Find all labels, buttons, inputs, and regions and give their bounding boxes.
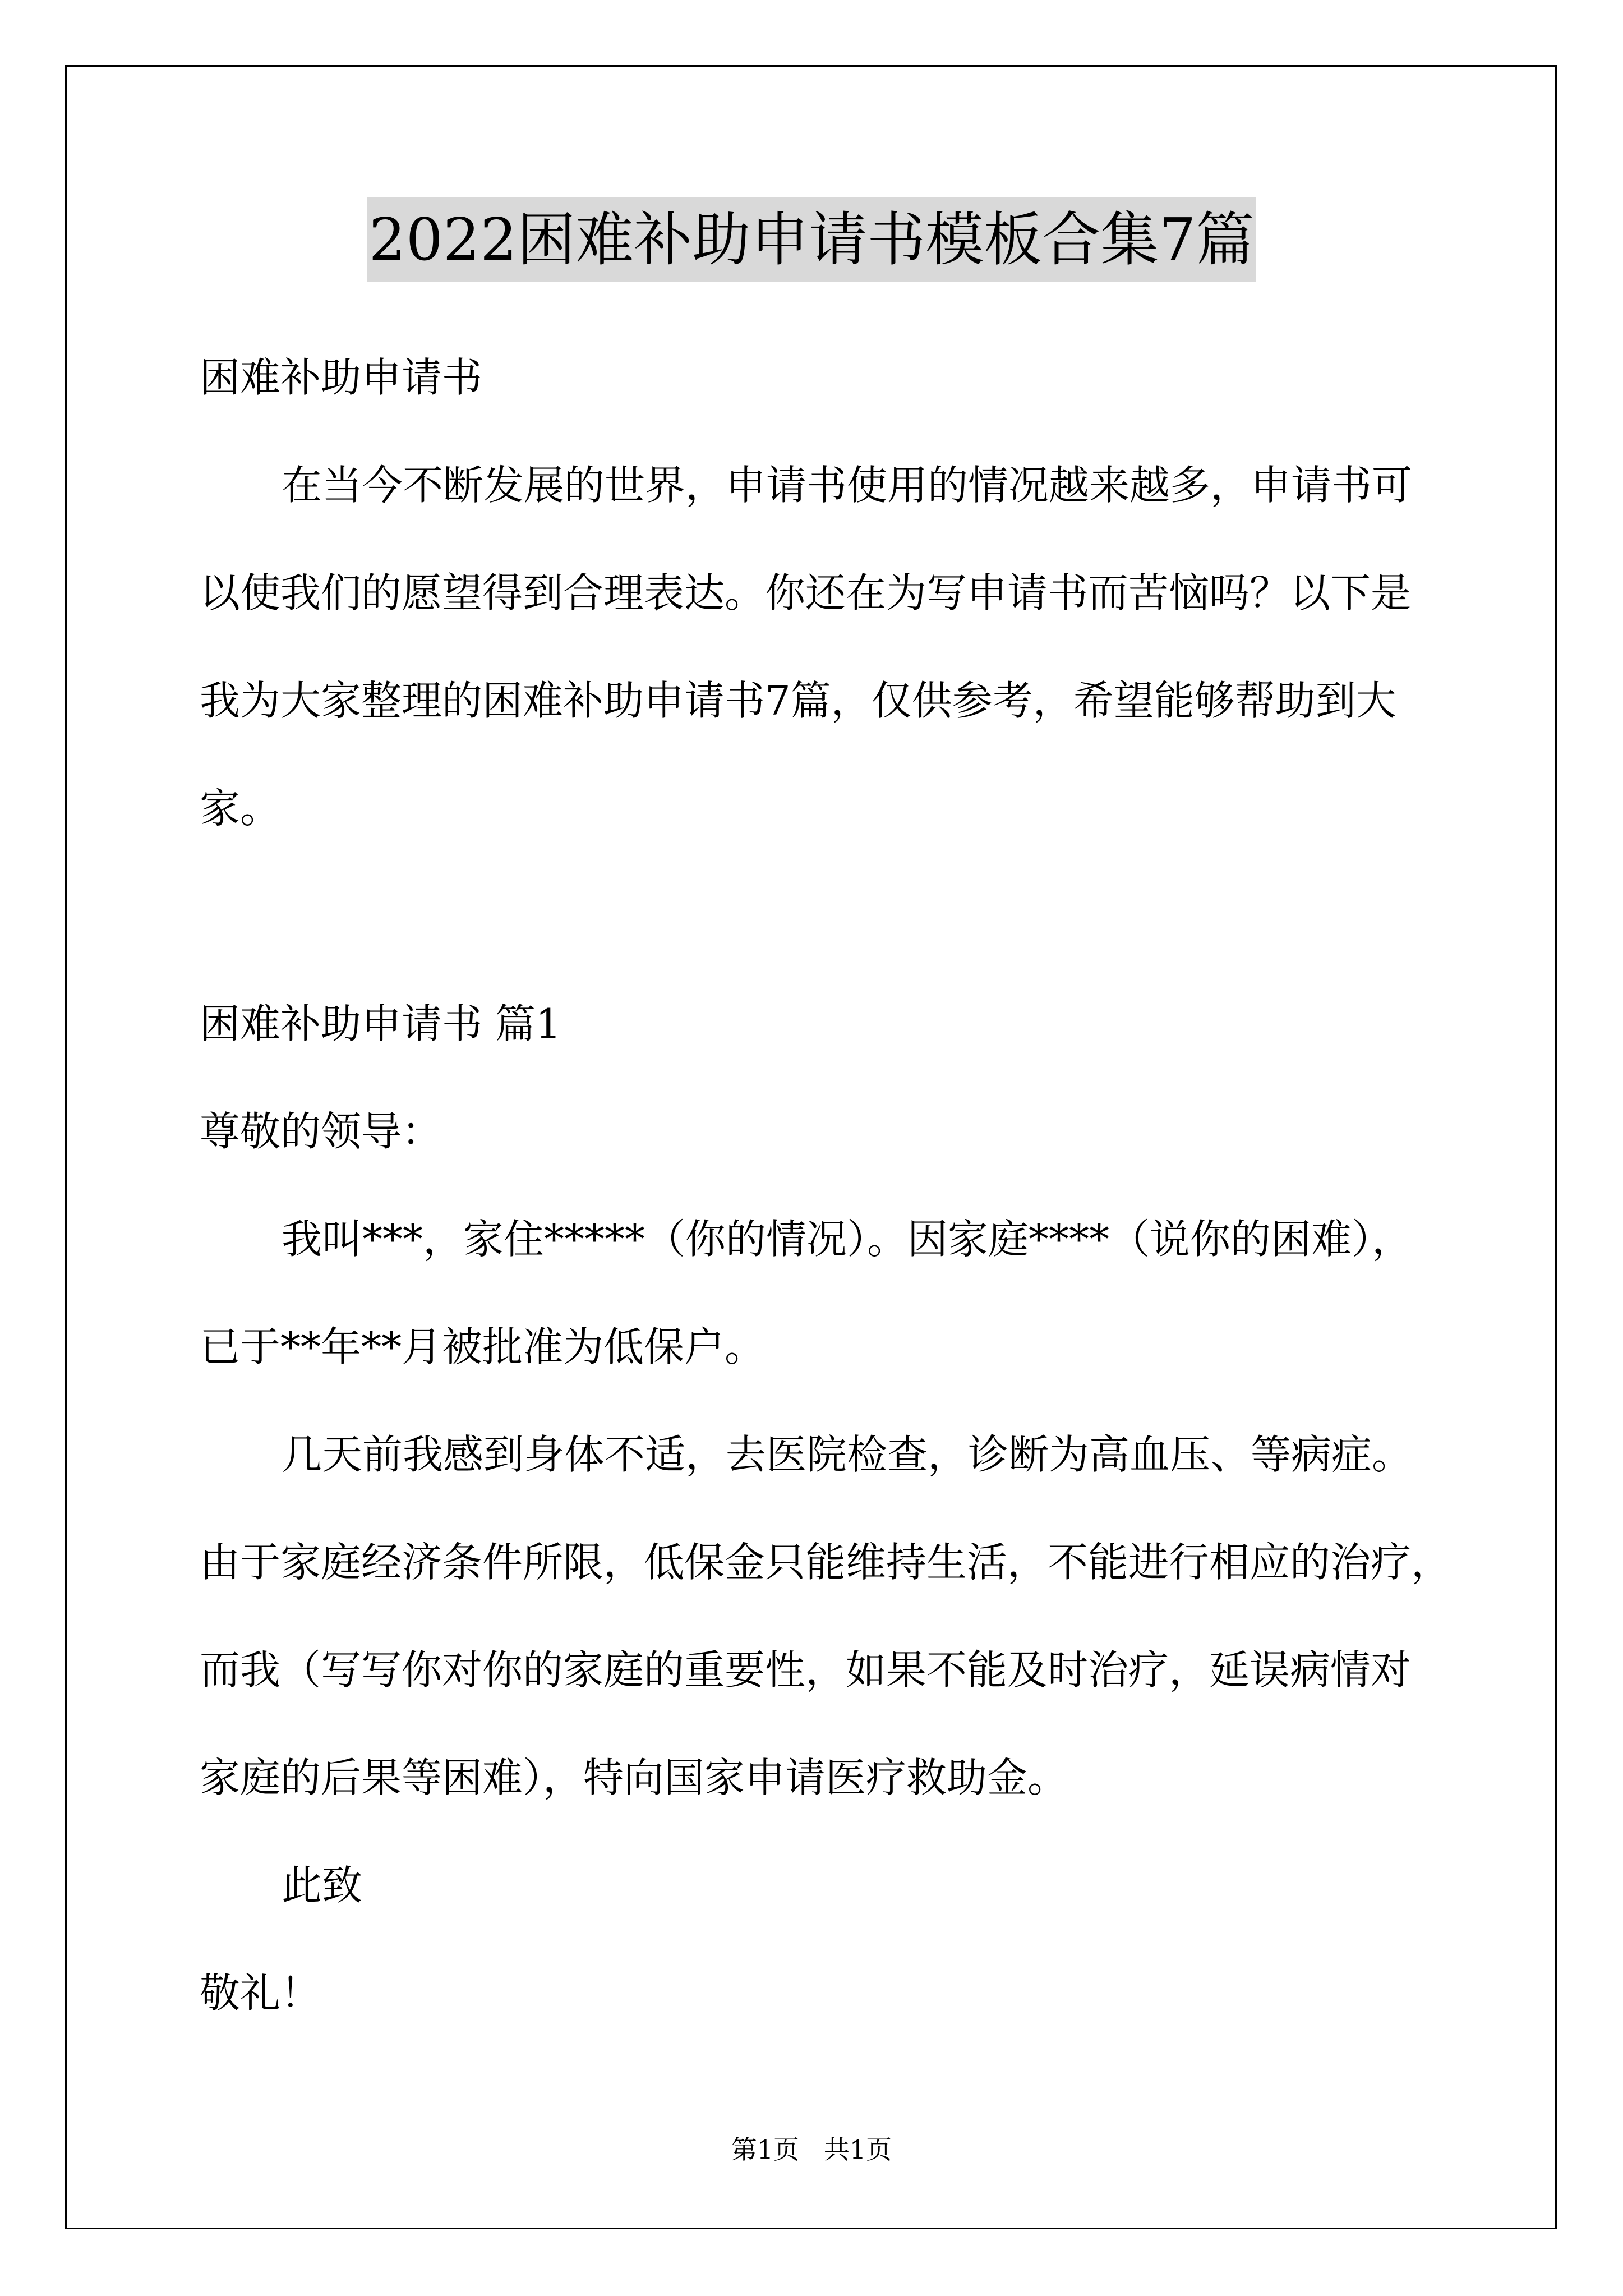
body-paragraph-1-line-1: 我叫***，家住*****（你的情况）。因家庭****（说你的困难）， bbox=[282, 1216, 1413, 1263]
intro-paragraph-line-4: 家。 bbox=[200, 785, 281, 832]
document-title: 2022困难补助申请书模板合集7篇 bbox=[367, 197, 1257, 282]
body-paragraph-1-line-2: 已于**年**月被批准为低保户。 bbox=[200, 1323, 766, 1370]
closing-salute: 敬礼！ bbox=[200, 1970, 321, 2017]
body-paragraph-2-line-1: 几天前我感到身体不适，去医院检查，诊断为高血压、等病症。 bbox=[282, 1431, 1413, 1478]
intro-paragraph-line-3: 我为大家整理的困难补助申请书7篇，仅供参考，希望能够帮助到大 bbox=[200, 677, 1396, 724]
section-heading: 困难补助申请书 bbox=[200, 354, 483, 401]
title-container bbox=[0, 197, 1623, 282]
body-paragraph-2-line-4: 家庭的后果等困难），特向国家申请医疗救助金。 bbox=[200, 1754, 1068, 1801]
article-heading: 困难补助申请书 篇1 bbox=[200, 1000, 561, 1047]
page-footer: 第1页 共1页 bbox=[731, 2134, 892, 2165]
salutation: 尊敬的领导： bbox=[200, 1108, 442, 1155]
intro-paragraph-line-1: 在当今不断发展的世界，申请书使用的情况越来越多，申请书可 bbox=[282, 462, 1413, 509]
intro-paragraph-line-2: 以使我们的愿望得到合理表达。你还在为写申请书而苦恼吗？以下是 bbox=[200, 569, 1412, 616]
body-paragraph-2-line-2: 由于家庭经济条件所限，低保金只能维持生活，不能进行相应的治疗， bbox=[200, 1539, 1452, 1586]
closing-phrase: 此致 bbox=[282, 1862, 363, 1909]
body-paragraph-2-line-3: 而我（写写你对你的家庭的重要性，如果不能及时治疗，延误病情对 bbox=[200, 1646, 1412, 1694]
